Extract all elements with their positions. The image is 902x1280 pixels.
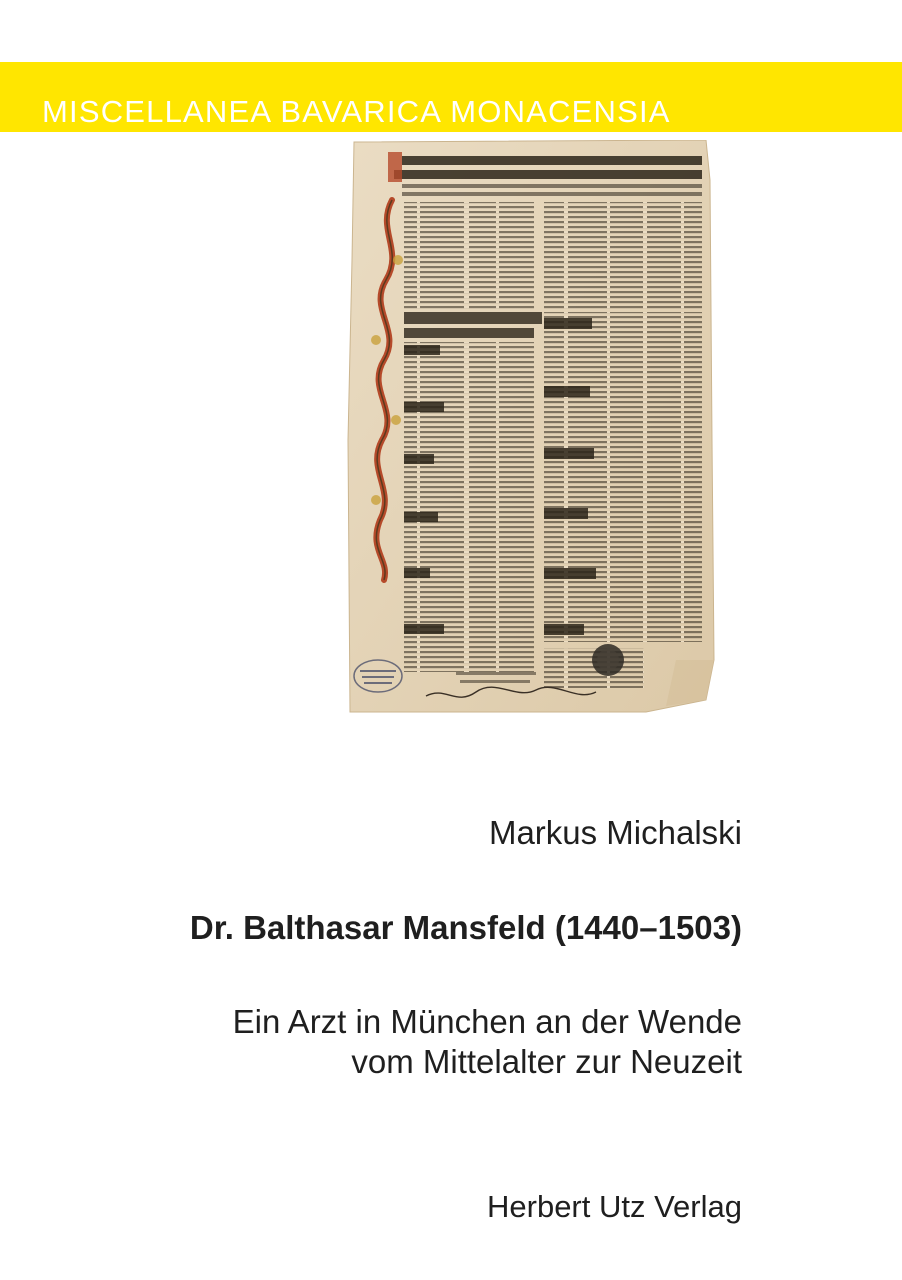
subtitle-line-2: vom Mittelalter zur Neuzeit xyxy=(351,1043,742,1080)
publisher-name: Herbert Utz Verlag xyxy=(487,1189,742,1224)
subtitle-line-1: Ein Arzt in München an der Wende xyxy=(232,1003,742,1040)
author-name: Markus Michalski xyxy=(488,814,742,851)
printed-calendar-sheet-image xyxy=(346,140,718,714)
series-title: MISCELLANEA BAVARICA MONACENSIA xyxy=(42,94,671,129)
book-title: Dr. Balthasar Mansfeld (1440–1503) xyxy=(189,909,742,946)
book-subtitle xyxy=(233,1002,742,1082)
